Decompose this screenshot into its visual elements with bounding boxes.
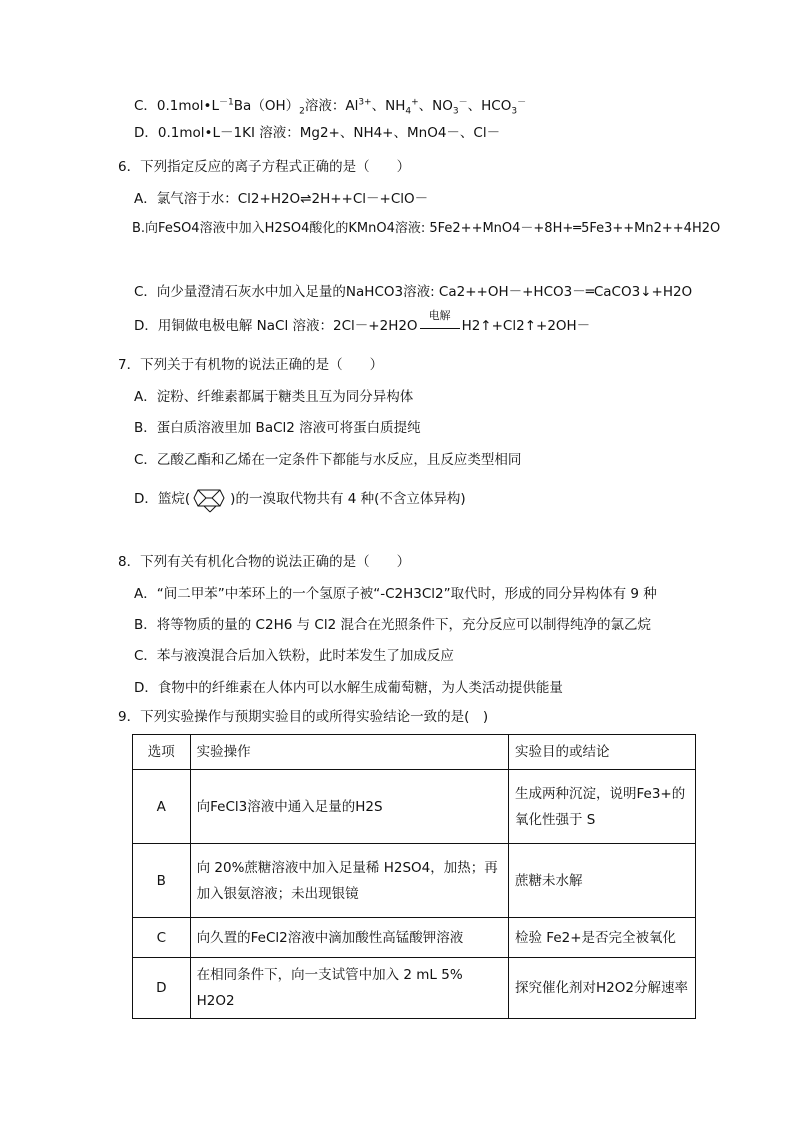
basketane-structure-icon — [190, 484, 230, 514]
electrolysis-arrow — [418, 309, 462, 333]
q5-c-al-charge: 3+ — [358, 97, 372, 108]
q7-stem: 7．下列关于有机物的说法正确的是（ ） — [118, 357, 384, 373]
q6-option-c: C．向少量澄清石灰水中加入足量的NaHCO3溶液: Ca2++OH－+HCO3－═CaCO3↓+H2O — [134, 284, 693, 300]
row-c-conclusion: 检验 Fe2+是否完全被氧化 — [509, 918, 696, 958]
row-d-operation: 在相同条件下，向一支试管中加入 2 mL 5% H2O2 — [190, 958, 508, 1019]
q5-c-text-3: 溶液：Al — [304, 98, 359, 114]
experiment-table — [132, 734, 696, 1019]
electrolysis-label: 电解 — [428, 309, 451, 322]
q7-d-pre: D．篮烷( — [134, 491, 191, 507]
q6-d-post: H2↑+Cl2↑+2OH－ — [461, 318, 591, 334]
q5-c-text-1: C．0.1mol•L — [134, 98, 220, 114]
header-option: 选项 — [133, 735, 191, 770]
q8-option-c: C．苯与液溴混合后加入铁粉，此时苯发生了加成反应 — [134, 648, 454, 664]
q9-stem: 9．下列实验操作与预期实验目的或所得实验结论一致的是( ) — [118, 709, 489, 725]
row-a-option: A — [133, 770, 191, 844]
q5-c-hco-sub: 3 — [511, 106, 518, 117]
header-operation: 实验操作 — [190, 735, 508, 770]
row-d-option: D — [133, 958, 191, 1019]
row-a-operation: 向FeCl3溶液中通入足量的H2S — [190, 770, 508, 844]
q5-c-sub: 2 — [299, 106, 305, 117]
table-row — [133, 844, 696, 918]
q7-d-post: )的一溴取代物共有 4 种(不含立体异构) — [230, 491, 466, 507]
q5-option-c — [134, 97, 526, 115]
row-b-conclusion: 蔗糖未水解 — [509, 844, 696, 918]
table-row — [133, 958, 696, 1019]
q5-c-sup: －1 — [219, 97, 234, 108]
q6-option-a: A．氯气溶于水：Cl2+H2O⇌2H++Cl－+ClO－ — [134, 191, 429, 207]
q6-option-b: B.向FeSO4溶液中加入H2SO4酸化的KMnO4溶液: 5Fe2++MnO4－+8H+═5Fe3++Mn2++4H2O — [132, 221, 721, 236]
q5-c-text-2: Ba（OH） — [233, 98, 300, 114]
q6-stem: 6．下列指定反应的离子方程式正确的是（ ） — [118, 159, 411, 175]
table-row — [133, 918, 696, 958]
row-b-option: B — [133, 844, 191, 918]
q8-option-b: B．将等物质的量的 C2H6 与 Cl2 混合在光照条件下，充分反应可以制得纯净的氯乙烷 — [134, 617, 651, 633]
row-d-conclusion: 探究催化剂对H2O2分解速率 — [509, 958, 696, 1019]
header-conclusion: 实验目的或结论 — [509, 735, 696, 770]
row-a-conclusion: 生成两种沉淀，说明Fe3+的氧化性强于 S — [509, 770, 696, 844]
q5-c-nh-sup: + — [411, 97, 419, 108]
q6-d-pre: D．用铜做电极电解 NaCl 溶液：2Cl－+2H2O — [134, 318, 418, 334]
q7-option-d — [134, 484, 466, 514]
q5-c-text-4: 、NH — [371, 98, 406, 114]
row-c-operation: 向久置的FeCl2溶液中滴加酸性高锰酸钾溶液 — [190, 918, 508, 958]
q5-c-no-sub: 3 — [452, 106, 459, 117]
table-header-row — [133, 735, 696, 770]
q7-option-a: A．淀粉、纤维素都属于糖类且互为同分异构体 — [134, 389, 414, 405]
q8-option-a: A．“间二甲苯”中苯环上的一个氢原子被“-C2H3Cl2”取代时，形成的同分异构体有 9 种 — [134, 586, 657, 602]
q5-c-nh-sub: 4 — [405, 106, 412, 117]
q8-option-d: D．食物中的纤维素在人体内可以水解生成葡萄糖，为人类活动提供能量 — [134, 680, 563, 696]
q5-c-text-6: 、HCO — [467, 98, 512, 114]
table-row — [133, 770, 696, 844]
row-b-operation: 向 20%蔗糖溶液中加入足量稀 H2SO4，加热；再加入银氨溶液；未出现银镜 — [190, 844, 508, 918]
q7-option-b: B．蛋白质溶液里加 BaCl2 溶液可将蛋白质提纯 — [134, 420, 421, 436]
q8-stem: 8．下列有关有机化合物的说法正确的是（ ） — [118, 554, 411, 570]
q6-option-d — [134, 309, 591, 335]
q5-c-hco-sup: － — [517, 97, 527, 108]
q5-c-text-5: 、NO — [418, 98, 453, 114]
row-c-option: C — [133, 918, 191, 958]
q7-option-c: C．乙酸乙酯和乙烯在一定条件下都能与水反应，且反应类型相同 — [134, 452, 522, 468]
q5-c-no-sup: － — [458, 97, 468, 108]
q5-option-d: D．0.1mol•L－1KI 溶液：Mg2+、NH4+、MnO4－、Cl－ — [134, 125, 501, 141]
